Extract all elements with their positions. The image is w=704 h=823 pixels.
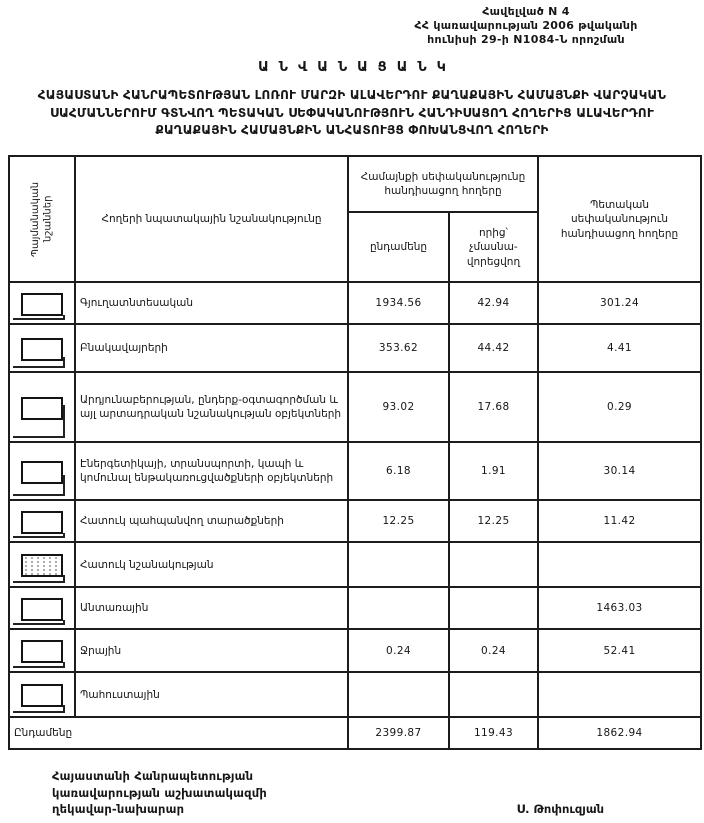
table-total-row: [9, 717, 701, 749]
row-label: Գյուղատնտեսական: [75, 282, 348, 324]
row-label: Արդյունաբերության, ընդերք-օգտագործման և այլ արտադրական նշանակության օբյեկտների: [75, 372, 348, 442]
row-label: Բնակավայրերի: [75, 324, 348, 372]
row-label: Հատուկ պահպանվող տարածքների: [75, 500, 348, 542]
community-nonprivatized-value: [449, 587, 538, 629]
community-nonprivatized-value: 1.91: [449, 442, 538, 500]
community-total-value: [348, 542, 449, 587]
community-total-value: 6.18: [348, 442, 449, 500]
legend-swatch: [21, 554, 63, 577]
signatory-line-1: Հայաստանի Հանրապետության: [52, 769, 254, 784]
page-title: ԱՆՎԱՆԱՑԱՆԿ: [258, 60, 456, 76]
legend-swatch: [21, 461, 63, 484]
signatory-line-3: ղեկավար-նախարար: [52, 801, 185, 816]
legend-swatch: [21, 684, 63, 707]
legend-swatch: [21, 511, 63, 534]
state-value: [538, 542, 701, 587]
table-row-forest: [9, 587, 701, 629]
table-row-reserve: [9, 672, 701, 717]
symbol-cell: [9, 282, 75, 324]
community-total-value: [348, 672, 449, 717]
state-value: 1463.03: [538, 587, 701, 629]
community-nonprivatized-value: 17.68: [449, 372, 538, 442]
header-community-total: ընդամենը: [348, 212, 449, 282]
community-total-value: 353.62: [348, 324, 449, 372]
community-total-value: 0.24: [348, 629, 449, 672]
header-community-nonprivatized: որից՝ չմասնա- վորեցվող: [449, 212, 538, 282]
total-community-total-value: 2399.87: [348, 717, 449, 749]
table-row-infrastructure: [9, 442, 701, 500]
state-value: 52.41: [538, 629, 701, 672]
symbol-cell: [9, 442, 75, 500]
header-symbols-label: Պայմանական նշաններ: [29, 181, 53, 257]
appendix-line-2: ՀՀ կառավարության 2006 թվականի: [414, 18, 638, 32]
table-row-water: [9, 629, 701, 672]
header-symbols: [9, 156, 75, 282]
table-row-special-purpose: [9, 542, 701, 587]
state-value: 0.29: [538, 372, 701, 442]
symbol-cell: [9, 629, 75, 672]
legend-swatch: [21, 397, 63, 420]
state-value: 301.24: [538, 282, 701, 324]
total-state-value: 1862.94: [538, 717, 701, 749]
signatory-title-block: [52, 768, 267, 816]
community-total-value: 1934.56: [348, 282, 449, 324]
community-nonprivatized-value: [449, 542, 538, 587]
land-transfer-table: [8, 155, 702, 750]
document-subtitle: ՀԱՅԱՍՏԱՆԻ ՀԱՆՐԱՊԵՏՈՒԹՅԱՆ ԼՈՌՈՒ ՄԱՐԶԻ ԱԼԱՎԵՐԴՈՒ ՔԱՂԱՔԱՅԻՆ ՀԱՄԱՅՆՔԻ ՎԱՐՉԱԿԱՆ ՍԱՀՄԱՆՆԵՐՈՒՄ ԳՏՆՎՈՂ ՊԵՏԱԿԱՆ ՍԵՓԱԿԱՆՈՒԹՅՈՒՆ ՀԱՆԴԻՍԱՑՈՂ ՀՈՂԵՐԻՑ ԱԼԱՎԵՐԴՈՒ ՔԱՂԱՔԱՅԻՆ ՀԱՄԱՅՆՔԻՆ ԱՆՀԱՏՈՒՅՑ ՓՈԽԱՆՑՎՈՂ ՀՈՂԵՐԻ: [37, 88, 667, 138]
state-value: 11.42: [538, 500, 701, 542]
community-nonprivatized-value: [449, 672, 538, 717]
symbol-cell: [9, 587, 75, 629]
legend-swatch: [21, 338, 63, 361]
state-value: [538, 672, 701, 717]
community-nonprivatized-value: 0.24: [449, 629, 538, 672]
row-label: Ջրային: [75, 629, 348, 672]
appendix-reference: [376, 5, 676, 46]
document-footer: [0, 768, 704, 816]
signature-name: Ս. Թոփուզյան: [516, 801, 604, 816]
table-row-residential: [9, 324, 701, 372]
table-row-protected-areas: [9, 500, 701, 542]
total-community-nonprivatized-value: 119.43: [449, 717, 538, 749]
header-community-group: Համայնքի սեփականությունը հանդիսացող հողերը: [348, 156, 538, 212]
community-nonprivatized-value: 42.94: [449, 282, 538, 324]
table-body: [9, 282, 701, 749]
community-total-value: 93.02: [348, 372, 449, 442]
header-state-lands: Պետական սեփականություն հանդիսացող հողերը: [538, 156, 701, 282]
symbol-cell: [9, 542, 75, 587]
header-purpose: Հողերի նպատակային նշանակությունը: [75, 156, 348, 282]
appendix-line-1: Հավելված N 4: [482, 5, 570, 18]
legend-swatch: [21, 640, 63, 663]
row-label: Հատուկ նշանակության: [75, 542, 348, 587]
symbol-cell: [9, 324, 75, 372]
symbol-cell: [9, 372, 75, 442]
row-label: Էներգետիկայի, տրանսպորտի, կապի և կոմունալ ենթակառուցվածքների օբյեկտների: [75, 442, 348, 500]
legend-swatch: [21, 293, 63, 316]
signatory-line-2: կառավարության աշխատակազմի: [52, 785, 267, 800]
symbol-cell: [9, 500, 75, 542]
community-total-value: [348, 587, 449, 629]
community-nonprivatized-value: 44.42: [449, 324, 538, 372]
state-value: 30.14: [538, 442, 701, 500]
symbol-cell: [9, 672, 75, 717]
appendix-line-3: հունիսի 29-ի N1084-Ն որոշման: [427, 32, 625, 46]
table-row-agricultural: [9, 282, 701, 324]
community-nonprivatized-value: 12.25: [449, 500, 538, 542]
table-header: [9, 156, 701, 282]
row-label: Անտառային: [75, 587, 348, 629]
legend-swatch: [21, 598, 63, 621]
row-label: Պահուստային: [75, 672, 348, 717]
table-row-industrial: [9, 372, 701, 442]
community-total-value: 12.25: [348, 500, 449, 542]
state-value: 4.41: [538, 324, 701, 372]
total-label: Ընդամենը: [9, 717, 348, 749]
